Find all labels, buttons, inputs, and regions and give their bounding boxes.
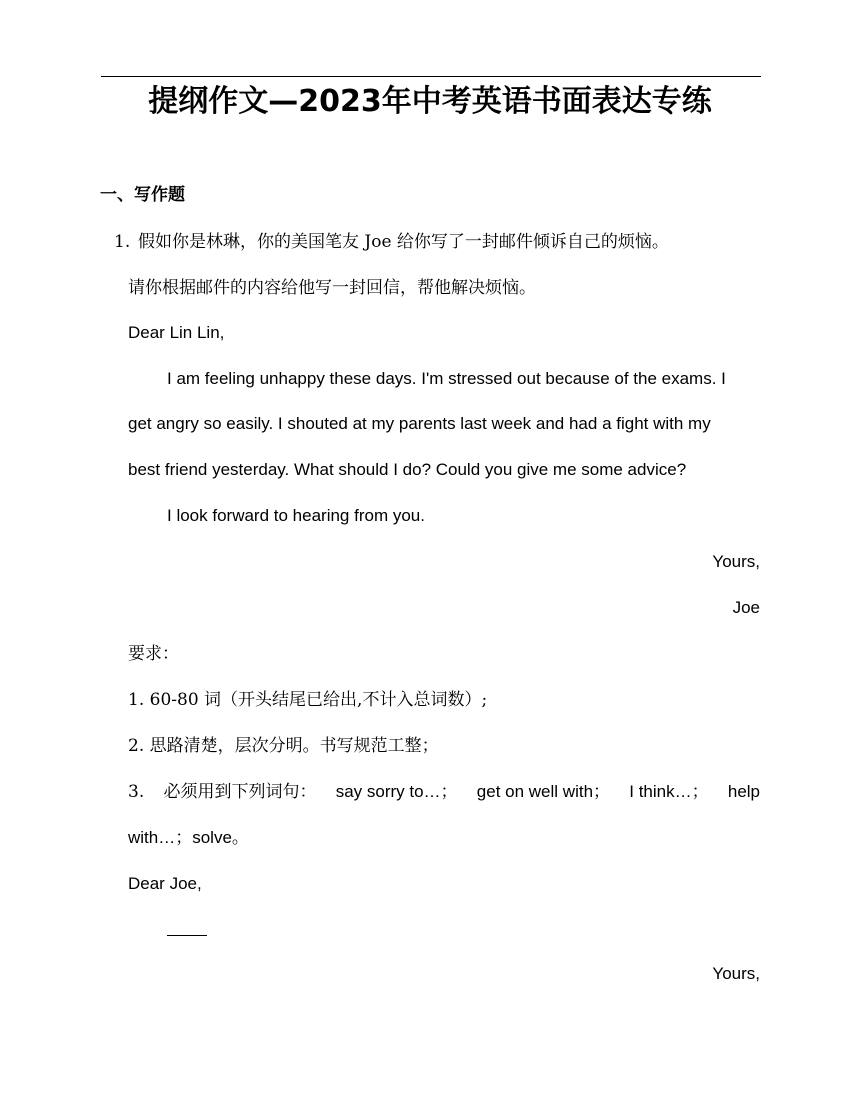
letter-paragraph-1-line-3: best friend yesterday. What should I do? Could you give me some advice? (128, 460, 687, 479)
requirement-3-part: 3. (128, 782, 145, 802)
letter-greeting: Dear Lin Lin, (128, 323, 225, 342)
letter-paragraph-1-line-2: get angry so easily. I shouted at my parents last week and had a fight with my (128, 414, 711, 433)
reply-greeting: Dear Joe, (128, 874, 202, 893)
requirement-1: 1. 60-80 词（开头结尾已给出,不计入总词数）; (128, 690, 488, 710)
requirement-3-line-2: with…；solve。 (128, 828, 249, 847)
letter-signature: Joe (732, 598, 760, 617)
question-line-2: 请你根据邮件的内容给他写一封回信，帮他解决烦恼。 (128, 278, 536, 298)
answer-blank-line (167, 935, 207, 936)
letter-paragraph-2: I look forward to hearing from you. (167, 506, 425, 525)
requirement-3-part: help (727, 782, 760, 801)
section-heading: 一、写作题 (100, 185, 185, 205)
requirement-3-line-1 (128, 779, 760, 805)
requirements-heading: 要求： (128, 644, 179, 664)
requirement-3-part: get on well with； (476, 782, 611, 801)
requirement-3-part: I think…； (629, 782, 709, 801)
letter-closing: Yours, (712, 552, 760, 571)
requirement-3-part: 必须用到下列词句： (163, 782, 317, 802)
question-line-1: 假如你是林琳，你的美国笔友 Joe 给你写了一封邮件倾诉自己的烦恼。 (138, 232, 669, 252)
top-rule (101, 76, 761, 77)
requirement-2: 2. 思路清楚，层次分明。书写规范工整； (128, 736, 439, 756)
letter-paragraph-1-line-1: I am feeling unhappy these days. I'm stressed out because of the exams. I (167, 369, 726, 388)
requirement-3-part: say sorry to…； (335, 782, 458, 801)
question-number: 1. (114, 232, 131, 252)
page-title: 提纲作文—2023年中考英语书面表达专练 (148, 84, 712, 119)
reply-closing: Yours, (712, 964, 760, 983)
